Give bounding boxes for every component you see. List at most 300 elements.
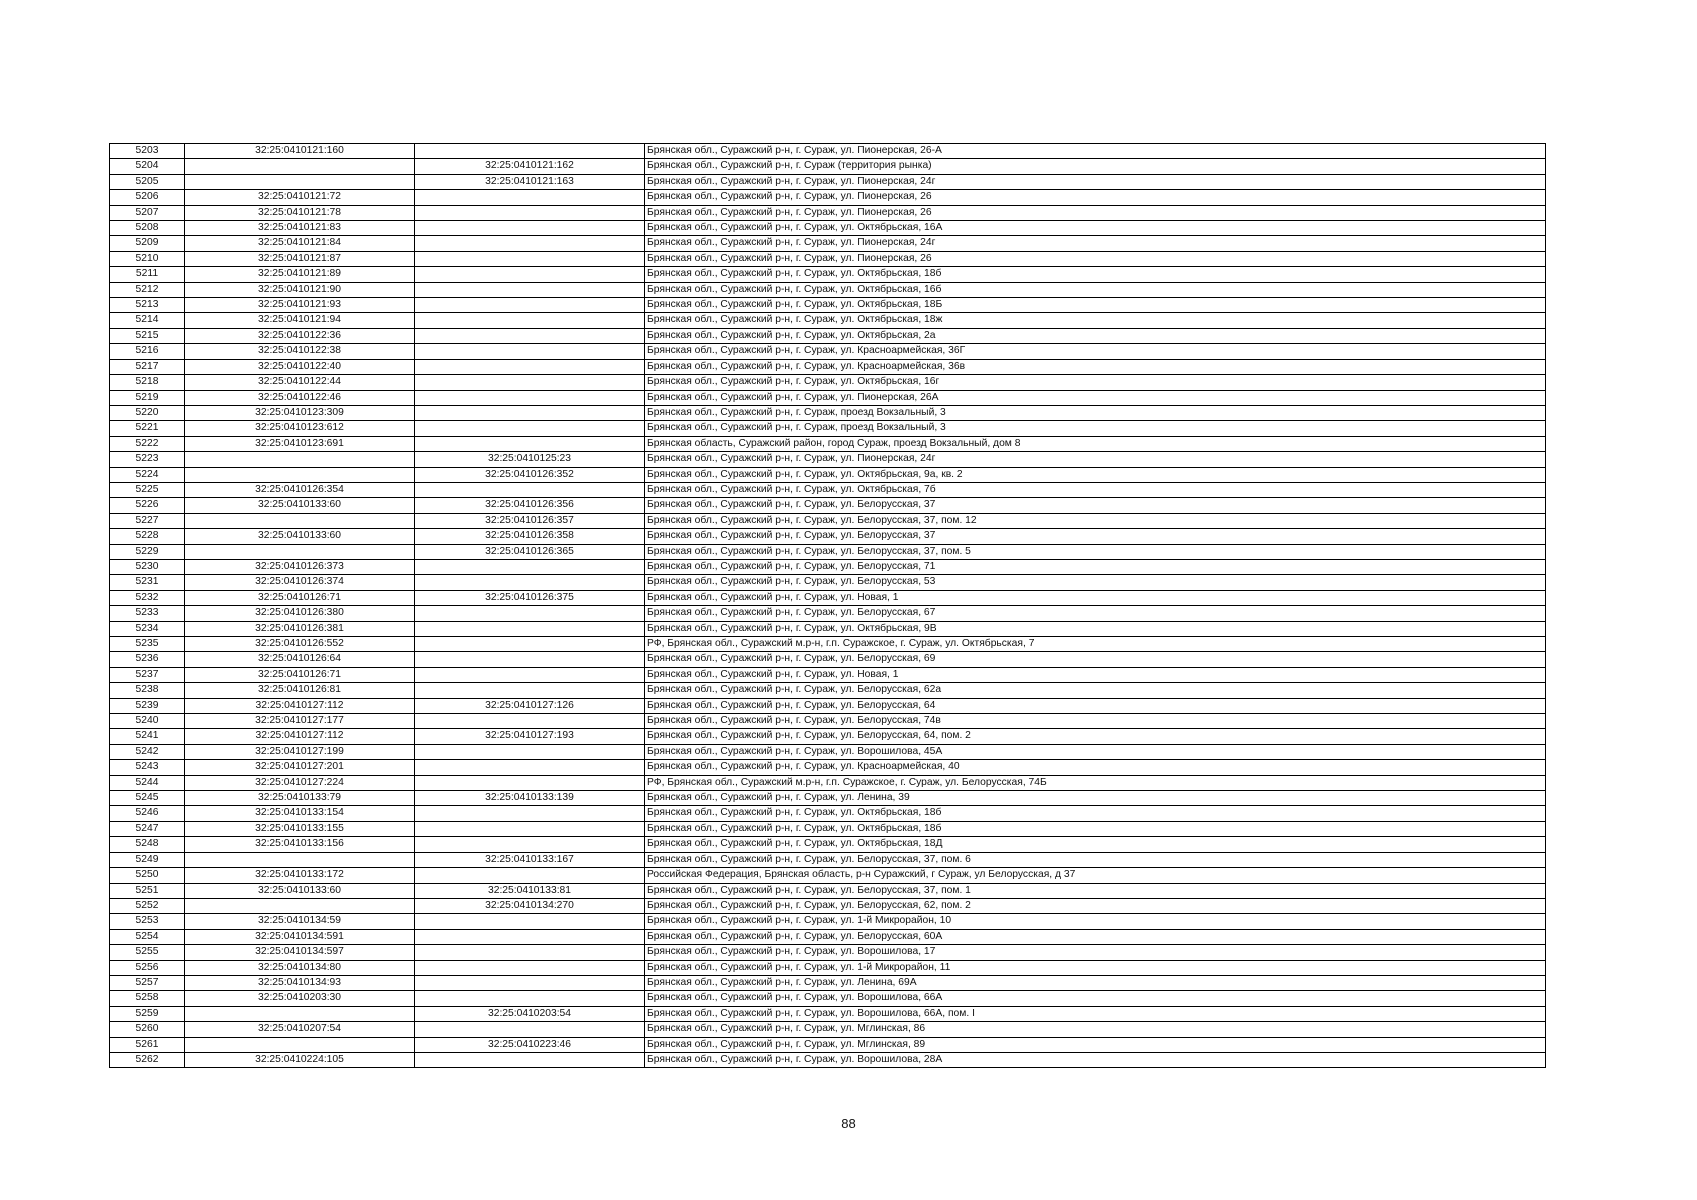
related-cadastral-number-cell [415, 714, 645, 729]
cadastral-number-cell: 32:25:0410121:160 [185, 144, 415, 159]
related-cadastral-number-cell [415, 1052, 645, 1067]
related-cadastral-number-cell [415, 267, 645, 282]
address-cell: Брянская обл., Суражский р-н, г. Сураж, проезд Вокзальный, 3 [645, 421, 1546, 436]
cadastral-number-cell: 32:25:0410127:177 [185, 714, 415, 729]
address-cell: Брянская обл., Суражский р-н, г. Сураж, ул. Белорусская, 60А [645, 929, 1546, 944]
table-row [110, 575, 1546, 590]
table-row [110, 821, 1546, 836]
related-cadastral-number-cell [415, 975, 645, 990]
row-number-cell: 5243 [110, 760, 185, 775]
table-row [110, 898, 1546, 913]
address-cell: Брянская обл., Суражский р-н, г. Сураж, ул. Белорусская, 64 [645, 698, 1546, 713]
address-cell: Брянская обл., Суражский р-н, г. Сураж, ул. Белорусская, 53 [645, 575, 1546, 590]
cadastral-number-cell: 32:25:0410126:354 [185, 482, 415, 497]
table-row [110, 298, 1546, 313]
cadastral-number-cell: 32:25:0410133:155 [185, 821, 415, 836]
row-number-cell: 5244 [110, 775, 185, 790]
cadastral-number-cell: 32:25:0410134:591 [185, 929, 415, 944]
cadastral-number-cell: 32:25:0410134:93 [185, 975, 415, 990]
cadastral-number-cell: 32:25:0410126:374 [185, 575, 415, 590]
row-number-cell: 5214 [110, 313, 185, 328]
table-row [110, 1006, 1546, 1021]
row-number-cell: 5219 [110, 390, 185, 405]
cadastral-number-cell: 32:25:0410134:59 [185, 914, 415, 929]
related-cadastral-number-cell [415, 405, 645, 420]
row-number-cell: 5216 [110, 344, 185, 359]
address-cell: Брянская обл., Суражский р-н, г. Сураж, ул. Новая, 1 [645, 590, 1546, 605]
cadastral-number-cell: 32:25:0410126:381 [185, 621, 415, 636]
related-cadastral-number-cell: 32:25:0410134:270 [415, 898, 645, 913]
cadastral-number-cell: 32:25:0410122:36 [185, 328, 415, 343]
related-cadastral-number-cell: 32:25:0410203:54 [415, 1006, 645, 1021]
related-cadastral-number-cell: 32:25:0410133:139 [415, 791, 645, 806]
cadastral-number-cell: 32:25:0410133:60 [185, 883, 415, 898]
table-row [110, 621, 1546, 636]
cadastral-number-cell: 32:25:0410134:80 [185, 960, 415, 975]
table-row [110, 852, 1546, 867]
row-number-cell: 5208 [110, 221, 185, 236]
related-cadastral-number-cell [415, 929, 645, 944]
table-row [110, 359, 1546, 374]
address-cell: Брянская обл., Суражский р-н, г. Сураж, ул. Пионерская, 24г [645, 452, 1546, 467]
table-row [110, 251, 1546, 266]
row-number-cell: 5256 [110, 960, 185, 975]
table-row [110, 760, 1546, 775]
cadastral-number-cell [185, 1037, 415, 1052]
address-cell: Брянская обл., Суражский р-н, г. Сураж, ул. Октябрьская, 16г [645, 375, 1546, 390]
table-row [110, 714, 1546, 729]
cadastral-number-cell: 32:25:0410126:81 [185, 683, 415, 698]
related-cadastral-number-cell [415, 775, 645, 790]
table-row [110, 590, 1546, 605]
table-row [110, 544, 1546, 559]
row-number-cell: 5252 [110, 898, 185, 913]
cadastral-number-cell: 32:25:0410133:60 [185, 529, 415, 544]
address-cell: Брянская обл., Суражский р-н, г. Сураж, проезд Вокзальный, 3 [645, 405, 1546, 420]
table-row [110, 744, 1546, 759]
cadastral-number-cell [185, 544, 415, 559]
related-cadastral-number-cell: 32:25:0410127:193 [415, 729, 645, 744]
row-number-cell: 5206 [110, 190, 185, 205]
address-cell: Брянская обл., Суражский р-н, г. Сураж, ул. Ленина, 39 [645, 791, 1546, 806]
address-cell: Брянская обл., Суражский р-н, г. Сураж, ул. Ворошилова, 17 [645, 945, 1546, 960]
address-cell: Брянская обл., Суражский р-н, г. Сураж, ул. Октябрьская, 18Д [645, 837, 1546, 852]
related-cadastral-number-cell [415, 575, 645, 590]
table-row [110, 945, 1546, 960]
cadastral-number-cell: 32:25:0410123:309 [185, 405, 415, 420]
address-cell: Брянская обл., Суражский р-н, г. Сураж, ул. Белорусская, 62а [645, 683, 1546, 698]
row-number-cell: 5220 [110, 405, 185, 420]
cadastral-number-cell [185, 898, 415, 913]
related-cadastral-number-cell [415, 683, 645, 698]
row-number-cell: 5237 [110, 667, 185, 682]
address-cell: Брянская обл., Суражский р-н, г. Сураж, ул. Белорусская, 64, пом. 2 [645, 729, 1546, 744]
related-cadastral-number-cell: 32:25:0410126:358 [415, 529, 645, 544]
address-cell: Брянская обл., Суражский р-н, г. Сураж, ул. Октябрьская, 2а [645, 328, 1546, 343]
address-cell: Брянская обл., Суражский р-н, г. Сураж, ул. 1-й Микрорайон, 10 [645, 914, 1546, 929]
table-row [110, 313, 1546, 328]
address-cell: Брянская обл., Суражский р-н, г. Сураж, ул. Октябрьская, 16А [645, 221, 1546, 236]
row-number-cell: 5246 [110, 806, 185, 821]
address-cell: Брянская обл., Суражский р-н, г. Сураж, ул. Пионерская, 24г [645, 236, 1546, 251]
cadastral-number-cell: 32:25:0410121:78 [185, 205, 415, 220]
row-number-cell: 5248 [110, 837, 185, 852]
related-cadastral-number-cell: 32:25:0410133:81 [415, 883, 645, 898]
row-number-cell: 5207 [110, 205, 185, 220]
address-cell: Брянская обл., Суражский р-н, г. Сураж, ул. Новая, 1 [645, 667, 1546, 682]
address-cell: Брянская область, Суражский район, город Сураж, проезд Вокзальный, дом 8 [645, 436, 1546, 451]
row-number-cell: 5211 [110, 267, 185, 282]
table-row [110, 559, 1546, 574]
row-number-cell: 5203 [110, 144, 185, 159]
table-row [110, 221, 1546, 236]
address-cell: Брянская обл., Суражский р-н, г. Сураж, ул. Мглинская, 89 [645, 1037, 1546, 1052]
related-cadastral-number-cell [415, 806, 645, 821]
row-number-cell: 5209 [110, 236, 185, 251]
row-number-cell: 5259 [110, 1006, 185, 1021]
row-number-cell: 5232 [110, 590, 185, 605]
row-number-cell: 5212 [110, 282, 185, 297]
related-cadastral-number-cell [415, 744, 645, 759]
address-cell: Брянская обл., Суражский р-н, г. Сураж, ул. Красноармейская, 36Г [645, 344, 1546, 359]
cadastral-number-cell: 32:25:0410134:597 [185, 945, 415, 960]
table-row [110, 637, 1546, 652]
table-row [110, 667, 1546, 682]
address-cell: Брянская обл., Суражский р-н, г. Сураж, ул. Октябрьская, 9а, кв. 2 [645, 467, 1546, 482]
table-row [110, 267, 1546, 282]
related-cadastral-number-cell: 32:25:0410126:365 [415, 544, 645, 559]
address-cell: Брянская обл., Суражский р-н, г. Сураж, ул. Белорусская, 71 [645, 559, 1546, 574]
row-number-cell: 5204 [110, 159, 185, 174]
related-cadastral-number-cell [415, 637, 645, 652]
table-row [110, 652, 1546, 667]
address-cell: Брянская обл., Суражский р-н, г. Сураж, ул. Октябрьская, 9В [645, 621, 1546, 636]
table-row [110, 960, 1546, 975]
address-cell: Брянская обл., Суражский р-н, г. Сураж, ул. 1-й Микрорайон, 11 [645, 960, 1546, 975]
register-table-body [110, 144, 1546, 1068]
related-cadastral-number-cell: 32:25:0410126:352 [415, 467, 645, 482]
related-cadastral-number-cell [415, 760, 645, 775]
table-row [110, 529, 1546, 544]
row-number-cell: 5222 [110, 436, 185, 451]
cadastral-number-cell [185, 174, 415, 189]
related-cadastral-number-cell [415, 821, 645, 836]
cadastral-number-cell: 32:25:0410133:79 [185, 791, 415, 806]
row-number-cell: 5245 [110, 791, 185, 806]
address-cell: Брянская обл., Суражский р-н, г. Сураж, ул. Октябрьская, 18ж [645, 313, 1546, 328]
related-cadastral-number-cell [415, 436, 645, 451]
table-row [110, 791, 1546, 806]
related-cadastral-number-cell: 32:25:0410127:126 [415, 698, 645, 713]
row-number-cell: 5233 [110, 606, 185, 621]
address-cell: Брянская обл., Суражский р-н, г. Сураж, ул. Белорусская, 37, пом. 6 [645, 852, 1546, 867]
address-cell: Брянская обл., Суражский р-н, г. Сураж, ул. Белорусская, 37, пом. 5 [645, 544, 1546, 559]
address-cell: Брянская обл., Суражский р-н, г. Сураж, ул. Пионерская, 26 [645, 205, 1546, 220]
row-number-cell: 5221 [110, 421, 185, 436]
address-cell: Брянская обл., Суражский р-н, г. Сураж, ул. Пионерская, 24г [645, 174, 1546, 189]
property-register-table [109, 143, 1546, 1068]
address-cell: Российская Федерация, Брянская область, р-н Суражский, г Сураж, ул Белорусская, д 37 [645, 868, 1546, 883]
table-row [110, 190, 1546, 205]
row-number-cell: 5234 [110, 621, 185, 636]
related-cadastral-number-cell [415, 667, 645, 682]
table-row [110, 729, 1546, 744]
cadastral-number-cell: 32:25:0410126:552 [185, 637, 415, 652]
cadastral-number-cell [185, 513, 415, 528]
table-row [110, 390, 1546, 405]
table-row [110, 421, 1546, 436]
address-cell: РФ, Брянская обл., Суражский м.р-н, г.п. Суражское, г. Сураж, ул. Октябрьская, 7 [645, 637, 1546, 652]
row-number-cell: 5261 [110, 1037, 185, 1052]
address-cell: Брянская обл., Суражский р-н, г. Сураж, ул. Пионерская, 26-А [645, 144, 1546, 159]
address-cell: РФ, Брянская обл., Суражский м.р-н, г.п. Суражское, г. Сураж, ул. Белорусская, 74Б [645, 775, 1546, 790]
cadastral-number-cell: 32:25:0410127:112 [185, 729, 415, 744]
related-cadastral-number-cell [415, 328, 645, 343]
table-row [110, 975, 1546, 990]
related-cadastral-number-cell [415, 1022, 645, 1037]
cadastral-number-cell: 32:25:0410133:154 [185, 806, 415, 821]
row-number-cell: 5225 [110, 482, 185, 497]
row-number-cell: 5236 [110, 652, 185, 667]
table-row [110, 375, 1546, 390]
cadastral-number-cell: 32:25:0410121:83 [185, 221, 415, 236]
address-cell: Брянская обл., Суражский р-н, г. Сураж, ул. Белорусская, 62, пом. 2 [645, 898, 1546, 913]
related-cadastral-number-cell [415, 606, 645, 621]
row-number-cell: 5215 [110, 328, 185, 343]
table-row [110, 282, 1546, 297]
cadastral-number-cell [185, 1006, 415, 1021]
row-number-cell: 5260 [110, 1022, 185, 1037]
table-row [110, 467, 1546, 482]
address-cell: Брянская обл., Суражский р-н, г. Сураж, ул. Октябрьская, 18Б [645, 298, 1546, 313]
address-cell: Брянская обл., Суражский р-н, г. Сураж, ул. Октябрьская, 18б [645, 821, 1546, 836]
related-cadastral-number-cell: 32:25:0410133:167 [415, 852, 645, 867]
row-number-cell: 5224 [110, 467, 185, 482]
page-number: 88 [841, 1116, 856, 1131]
cadastral-number-cell: 32:25:0410121:87 [185, 251, 415, 266]
row-number-cell: 5238 [110, 683, 185, 698]
table-row [110, 683, 1546, 698]
row-number-cell: 5255 [110, 945, 185, 960]
address-cell: Брянская обл., Суражский р-н, г. Сураж, ул. Белорусская, 67 [645, 606, 1546, 621]
cadastral-number-cell: 32:25:0410203:30 [185, 991, 415, 1006]
related-cadastral-number-cell [415, 621, 645, 636]
table-row [110, 344, 1546, 359]
address-cell: Брянская обл., Суражский р-н, г. Сураж, ул. Ворошилова, 66А, пом. I [645, 1006, 1546, 1021]
cadastral-number-cell [185, 452, 415, 467]
related-cadastral-number-cell [415, 421, 645, 436]
row-number-cell: 5258 [110, 991, 185, 1006]
related-cadastral-number-cell [415, 390, 645, 405]
related-cadastral-number-cell: 32:25:0410121:162 [415, 159, 645, 174]
table-row [110, 159, 1546, 174]
cadastral-number-cell: 32:25:0410121:93 [185, 298, 415, 313]
table-row [110, 1022, 1546, 1037]
table-row [110, 436, 1546, 451]
row-number-cell: 5240 [110, 714, 185, 729]
address-cell: Брянская обл., Суражский р-н, г. Сураж, ул. Октябрьская, 7б [645, 482, 1546, 497]
table-row [110, 698, 1546, 713]
cadastral-number-cell: 32:25:0410123:612 [185, 421, 415, 436]
cadastral-number-cell: 32:25:0410126:373 [185, 559, 415, 574]
related-cadastral-number-cell [415, 652, 645, 667]
row-number-cell: 5250 [110, 868, 185, 883]
address-cell: Брянская обл., Суражский р-н, г. Сураж, ул. Пионерская, 26 [645, 251, 1546, 266]
cadastral-number-cell: 32:25:0410121:89 [185, 267, 415, 282]
address-cell: Брянская обл., Суражский р-н, г. Сураж, ул. Пионерская, 26 [645, 190, 1546, 205]
row-number-cell: 5251 [110, 883, 185, 898]
related-cadastral-number-cell [415, 190, 645, 205]
table-row [110, 205, 1546, 220]
table-row [110, 868, 1546, 883]
cadastral-number-cell: 32:25:0410127:112 [185, 698, 415, 713]
table-row [110, 914, 1546, 929]
cadastral-number-cell: 32:25:0410127:201 [185, 760, 415, 775]
cadastral-number-cell: 32:25:0410121:84 [185, 236, 415, 251]
row-number-cell: 5228 [110, 529, 185, 544]
related-cadastral-number-cell [415, 482, 645, 497]
cadastral-number-cell: 32:25:0410126:380 [185, 606, 415, 621]
cadastral-number-cell: 32:25:0410121:90 [185, 282, 415, 297]
address-cell: Брянская обл., Суражский р-н, г. Сураж, ул. Пионерская, 26А [645, 390, 1546, 405]
related-cadastral-number-cell [415, 960, 645, 975]
address-cell: Брянская обл., Суражский р-н, г. Сураж, ул. Белорусская, 37, пом. 1 [645, 883, 1546, 898]
related-cadastral-number-cell: 32:25:0410223:46 [415, 1037, 645, 1052]
cadastral-number-cell: 32:25:0410133:156 [185, 837, 415, 852]
address-cell: Брянская обл., Суражский р-н, г. Сураж, ул. Белорусская, 37 [645, 498, 1546, 513]
related-cadastral-number-cell [415, 205, 645, 220]
related-cadastral-number-cell [415, 251, 645, 266]
table-row [110, 452, 1546, 467]
related-cadastral-number-cell [415, 868, 645, 883]
table-row [110, 405, 1546, 420]
table-row [110, 328, 1546, 343]
table-row [110, 806, 1546, 821]
table-row [110, 1037, 1546, 1052]
table-row [110, 929, 1546, 944]
cadastral-number-cell: 32:25:0410121:94 [185, 313, 415, 328]
related-cadastral-number-cell [415, 344, 645, 359]
row-number-cell: 5230 [110, 559, 185, 574]
cadastral-number-cell: 32:25:0410224:105 [185, 1052, 415, 1067]
table-row [110, 498, 1546, 513]
related-cadastral-number-cell: 32:25:0410126:357 [415, 513, 645, 528]
row-number-cell: 5205 [110, 174, 185, 189]
address-cell: Брянская обл., Суражский р-н, г. Сураж, ул. Белорусская, 74в [645, 714, 1546, 729]
related-cadastral-number-cell [415, 236, 645, 251]
cadastral-number-cell: 32:25:0410122:40 [185, 359, 415, 374]
cadastral-number-cell [185, 159, 415, 174]
address-cell: Брянская обл., Суражский р-н, г. Сураж, ул. Ленина, 69А [645, 975, 1546, 990]
row-number-cell: 5226 [110, 498, 185, 513]
address-cell: Брянская обл., Суражский р-н, г. Сураж, ул. Октябрьская, 16б [645, 282, 1546, 297]
row-number-cell: 5242 [110, 744, 185, 759]
related-cadastral-number-cell [415, 359, 645, 374]
table-row [110, 482, 1546, 497]
cadastral-number-cell [185, 467, 415, 482]
related-cadastral-number-cell [415, 914, 645, 929]
address-cell: Брянская обл., Суражский р-н, г. Сураж (территория рынка) [645, 159, 1546, 174]
related-cadastral-number-cell [415, 559, 645, 574]
related-cadastral-number-cell [415, 298, 645, 313]
related-cadastral-number-cell: 32:25:0410121:163 [415, 174, 645, 189]
cadastral-number-cell: 32:25:0410126:64 [185, 652, 415, 667]
row-number-cell: 5249 [110, 852, 185, 867]
table-row [110, 991, 1546, 1006]
address-cell: Брянская обл., Суражский р-н, г. Сураж, ул. Белорусская, 37 [645, 529, 1546, 544]
address-cell: Брянская обл., Суражский р-н, г. Сураж, ул. Ворошилова, 66А [645, 991, 1546, 1006]
cadastral-number-cell: 32:25:0410127:224 [185, 775, 415, 790]
related-cadastral-number-cell [415, 313, 645, 328]
cadastral-number-cell: 32:25:0410122:44 [185, 375, 415, 390]
related-cadastral-number-cell: 32:25:0410126:356 [415, 498, 645, 513]
row-number-cell: 5262 [110, 1052, 185, 1067]
table-row [110, 144, 1546, 159]
cadastral-number-cell: 32:25:0410127:199 [185, 744, 415, 759]
address-cell: Брянская обл., Суражский р-н, г. Сураж, ул. Ворошилова, 45А [645, 744, 1546, 759]
row-number-cell: 5253 [110, 914, 185, 929]
cadastral-number-cell: 32:25:0410126:71 [185, 590, 415, 605]
related-cadastral-number-cell [415, 282, 645, 297]
address-cell: Брянская обл., Суражский р-н, г. Сураж, ул. Белорусская, 69 [645, 652, 1546, 667]
row-number-cell: 5217 [110, 359, 185, 374]
address-cell: Брянская обл., Суражский р-н, г. Сураж, ул. Октябрьская, 18б [645, 806, 1546, 821]
table-row [110, 513, 1546, 528]
related-cadastral-number-cell [415, 837, 645, 852]
row-number-cell: 5257 [110, 975, 185, 990]
cadastral-number-cell: 32:25:0410123:691 [185, 436, 415, 451]
table-row [110, 1052, 1546, 1067]
table-row [110, 837, 1546, 852]
cadastral-number-cell: 32:25:0410133:60 [185, 498, 415, 513]
address-cell: Брянская обл., Суражский р-н, г. Сураж, ул. Мглинская, 86 [645, 1022, 1546, 1037]
related-cadastral-number-cell: 32:25:0410126:375 [415, 590, 645, 605]
address-cell: Брянская обл., Суражский р-н, г. Сураж, ул. Ворошилова, 28А [645, 1052, 1546, 1067]
cadastral-number-cell: 32:25:0410122:38 [185, 344, 415, 359]
row-number-cell: 5239 [110, 698, 185, 713]
related-cadastral-number-cell [415, 221, 645, 236]
row-number-cell: 5254 [110, 929, 185, 944]
row-number-cell: 5213 [110, 298, 185, 313]
address-cell: Брянская обл., Суражский р-н, г. Сураж, ул. Белорусская, 37, пом. 12 [645, 513, 1546, 528]
row-number-cell: 5247 [110, 821, 185, 836]
cadastral-number-cell: 32:25:0410121:72 [185, 190, 415, 205]
cadastral-number-cell: 32:25:0410126:71 [185, 667, 415, 682]
table-row [110, 174, 1546, 189]
row-number-cell: 5218 [110, 375, 185, 390]
cadastral-number-cell: 32:25:0410133:172 [185, 868, 415, 883]
address-cell: Брянская обл., Суражский р-н, г. Сураж, ул. Красноармейская, 40 [645, 760, 1546, 775]
cadastral-number-cell: 32:25:0410207:54 [185, 1022, 415, 1037]
row-number-cell: 5241 [110, 729, 185, 744]
row-number-cell: 5227 [110, 513, 185, 528]
related-cadastral-number-cell [415, 991, 645, 1006]
table-row [110, 606, 1546, 621]
row-number-cell: 5229 [110, 544, 185, 559]
row-number-cell: 5235 [110, 637, 185, 652]
related-cadastral-number-cell [415, 945, 645, 960]
address-cell: Брянская обл., Суражский р-н, г. Сураж, ул. Октябрьская, 18б [645, 267, 1546, 282]
related-cadastral-number-cell [415, 144, 645, 159]
row-number-cell: 5231 [110, 575, 185, 590]
related-cadastral-number-cell [415, 375, 645, 390]
table-row [110, 236, 1546, 251]
table-row [110, 883, 1546, 898]
row-number-cell: 5223 [110, 452, 185, 467]
cadastral-number-cell [185, 852, 415, 867]
row-number-cell: 5210 [110, 251, 185, 266]
address-cell: Брянская обл., Суражский р-н, г. Сураж, ул. Красноармейская, 36в [645, 359, 1546, 374]
